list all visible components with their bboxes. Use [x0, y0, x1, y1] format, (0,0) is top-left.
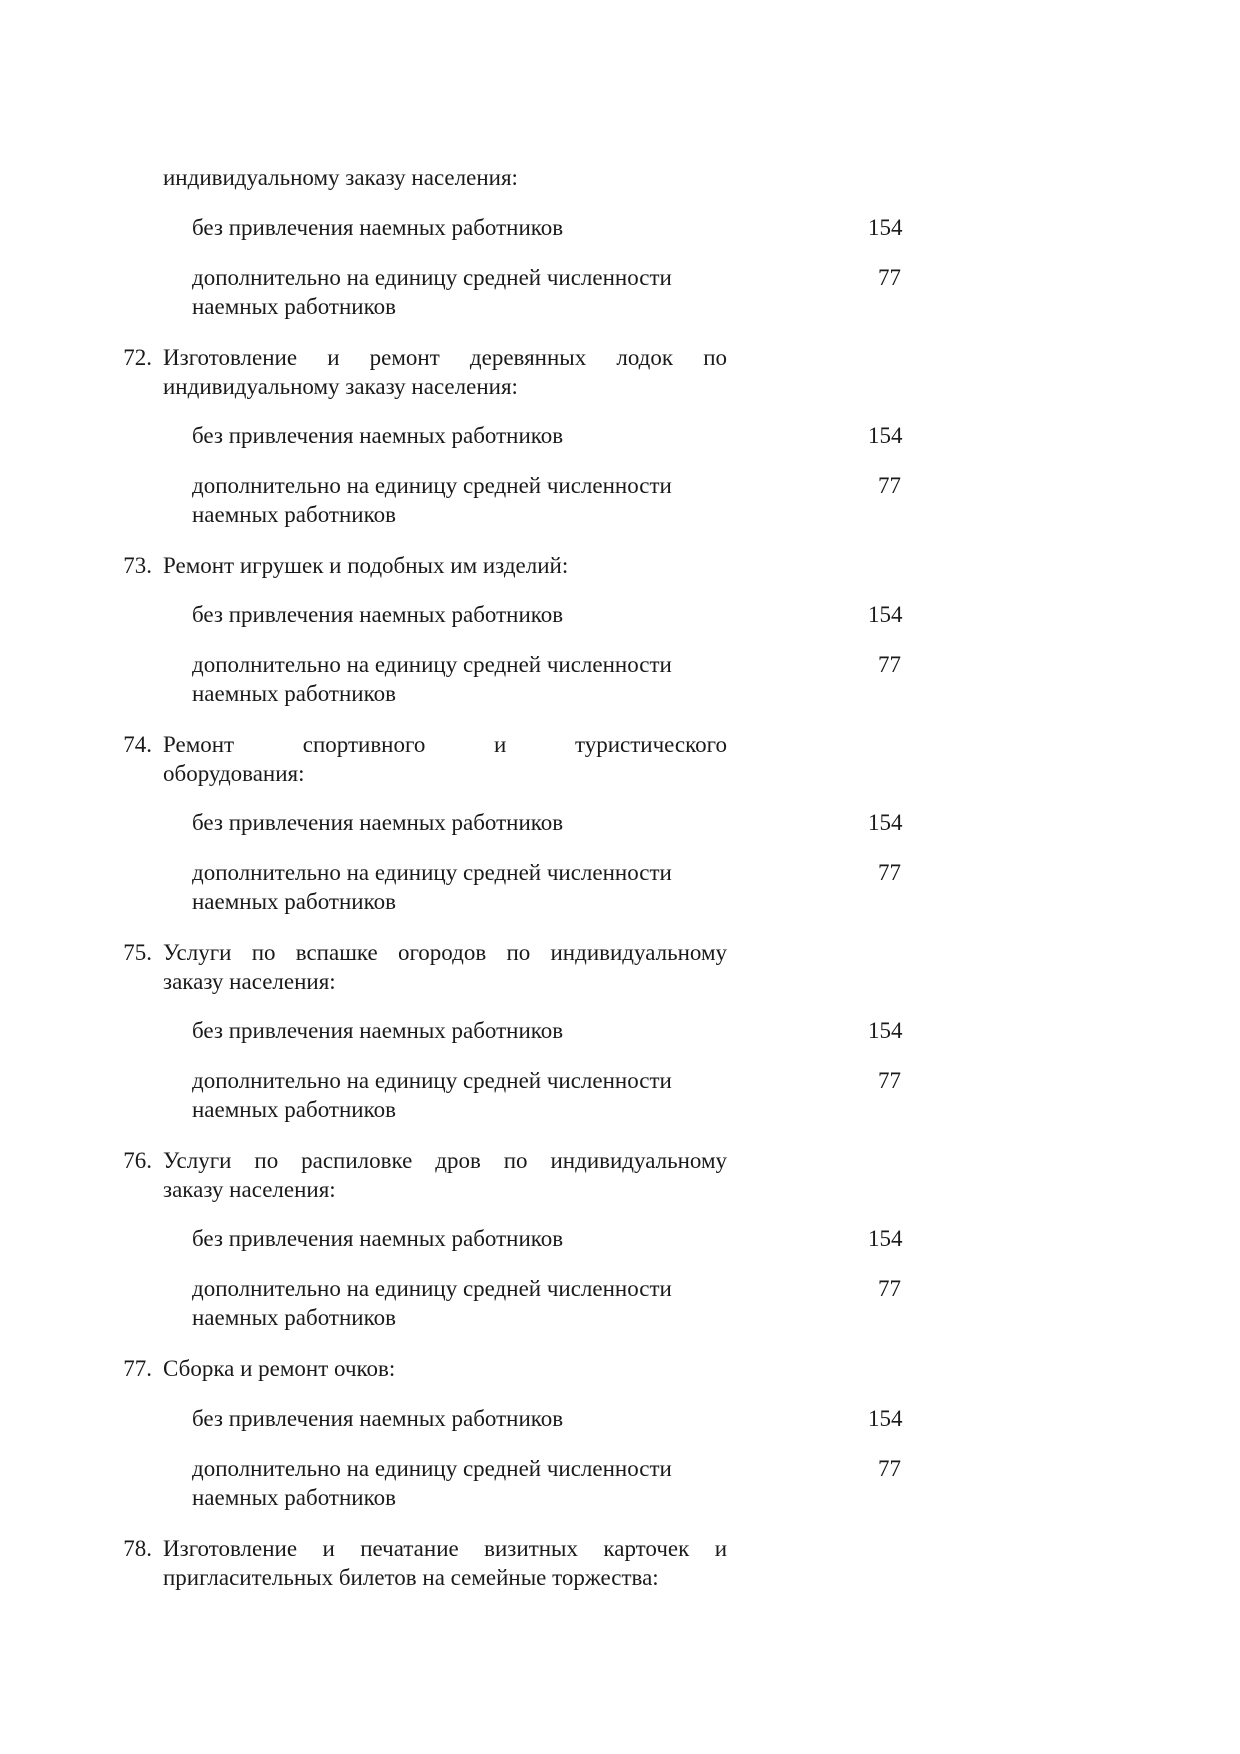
row-label: наемных работников — [192, 294, 396, 319]
row-label: дополнительно на единицу средней численности — [192, 1276, 672, 1301]
item-title: Ремонт игрушек и подобных им изделий: — [163, 553, 569, 578]
item-title-line: заказу населения: — [163, 969, 336, 994]
row-value: 154 — [868, 215, 903, 240]
item-title — [163, 938, 727, 996]
row-value: 154 — [868, 1406, 903, 1431]
item-title-line: Изготовление и печатание визитных карточек и — [163, 1536, 727, 1561]
row-label: наемных работников — [192, 1097, 396, 1122]
row-label: без привлечения наемных работников — [192, 1406, 564, 1431]
row-label: дополнительно на единицу средней численности — [192, 860, 672, 885]
item-title-line: заказу населения: — [163, 1177, 336, 1202]
item-title-line: Ремонт спортивного и туристического — [163, 732, 727, 757]
row-label: наемных работников — [192, 502, 396, 527]
row-label: наемных работников — [192, 681, 396, 706]
row-label: дополнительно на единицу средней численности — [192, 652, 672, 677]
row-value: 77 — [878, 860, 901, 885]
row-label: без привлечения наемных работников — [192, 1018, 564, 1043]
item-title: Сборка и ремонт очков: — [163, 1356, 396, 1381]
item-number: 78. — [123, 1536, 152, 1561]
row-label: дополнительно на единицу средней численности — [192, 473, 672, 498]
row-value: 154 — [868, 602, 903, 627]
item-number: 73. — [123, 553, 152, 578]
row-value: 77 — [878, 1276, 901, 1301]
item-number: 77. — [123, 1356, 152, 1381]
item-title-line: Услуги по вспашке огородов по индивидуальному — [163, 940, 727, 965]
item-title — [163, 1534, 727, 1592]
item-title — [163, 343, 727, 401]
row-value: 77 — [878, 1068, 901, 1093]
row-label: наемных работников — [192, 1305, 396, 1330]
row-label: без привлечения наемных работников — [192, 602, 564, 627]
row-value: 77 — [878, 652, 901, 677]
item-title-line: оборудования: — [163, 761, 305, 786]
row-label: дополнительно на единицу средней численности — [192, 1068, 672, 1093]
row-value: 154 — [868, 423, 903, 448]
row-label: наемных работников — [192, 1485, 396, 1510]
row-label: без привлечения наемных работников — [192, 423, 564, 448]
item-number: 74. — [123, 732, 152, 757]
row-label: дополнительно на единицу средней численности — [192, 265, 672, 290]
continuation-title: индивидуальному заказу населения: — [163, 165, 518, 190]
row-value: 77 — [878, 473, 901, 498]
row-label: дополнительно на единицу средней численности — [192, 1456, 672, 1481]
item-title-line: Услуги по распиловке дров по индивидуальному — [163, 1148, 727, 1173]
row-label: без привлечения наемных работников — [192, 810, 564, 835]
item-title-line: индивидуальному заказу населения: — [163, 374, 518, 399]
row-value: 77 — [878, 265, 901, 290]
row-value: 154 — [868, 1018, 903, 1043]
row-value: 154 — [868, 1226, 903, 1251]
item-title — [163, 1146, 727, 1204]
row-label: без привлечения наемных работников — [192, 1226, 564, 1251]
row-value: 77 — [878, 1456, 901, 1481]
row-value: 154 — [868, 810, 903, 835]
item-number: 72. — [123, 345, 152, 370]
item-number: 76. — [123, 1148, 152, 1173]
row-label: без привлечения наемных работников — [192, 215, 564, 240]
item-title-line: Изготовление и ремонт деревянных лодок по — [163, 345, 727, 370]
item-title-line: пригласительных билетов на семейные торжества: — [163, 1565, 659, 1590]
item-number: 75. — [123, 940, 152, 965]
row-label: наемных работников — [192, 889, 396, 914]
item-title — [163, 730, 727, 788]
